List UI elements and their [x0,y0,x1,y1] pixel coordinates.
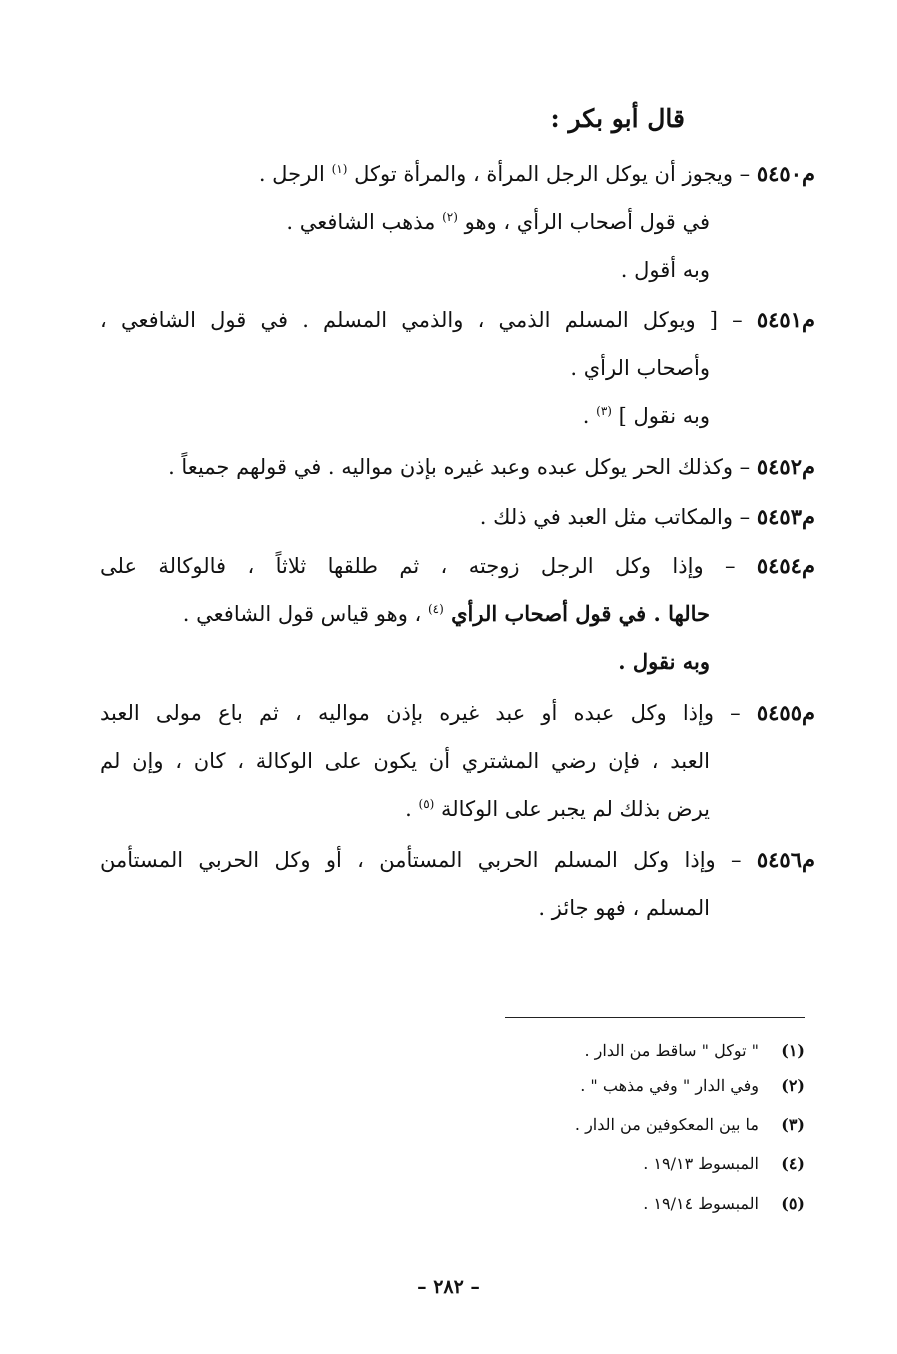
entry-line: م٥٤٥٤ – وإذا وكل الرجل زوجته ، ثم طلقها ثلاثاً ، فالوكالة على [100,553,815,578]
footnote [580,1071,805,1101]
entry-number: م٥٤٥٢ [756,454,815,479]
page-number: – ٢٨٢ – [417,1276,480,1298]
footnote-ref: (٢) [442,210,458,224]
footnote [643,1189,805,1219]
entry-line: م٥٤٥٣ – والمكاتب مثل العبد في ذلك . [479,504,815,529]
footnote-text: المبسوط ١٩/١٤ . [643,1194,759,1213]
entry-line: العبد ، فإن رضي المشتري أن يكون على الوكالة ، كان ، وإن لم [100,749,710,773]
entry-line: وبه أقول . [620,258,710,282]
entry-line: م٥٤٥٠ – ويجوز أن يوكل الرجل المرأة ، والمرأة توكل $^{(١)}$ الرجل . [258,161,815,186]
footnote-number: (٣) [781,1115,805,1134]
footnote-ref: (٣) [596,404,612,418]
entry-line: وبه نقول ] $^{(٣)}$ . [582,404,710,428]
footnote-number: (٥) [781,1194,805,1213]
entry-number: م٥٤٥٣ [756,504,815,529]
footnote-number: (٤) [781,1154,805,1173]
footnote-text: المبسوط ١٩/١٣ . [643,1154,759,1173]
footnote-number: (٢) [781,1076,805,1095]
entry-line: وأصحاب الرأي . [570,356,710,380]
footnote [584,1036,805,1066]
entry-number: م٥٤٥٥ [756,700,816,725]
entry-line: م٥٤٥٥ – وإذا وكل عبده أو عبد غيره بإذن مواليه ، ثم باع مولى العبد [100,700,816,725]
entry-line: م٥٤٥١ – [ ويوكل المسلم الذمي ، والذمي المسلم . في قول الشافعي ، [100,307,815,332]
footnote-text: وفي الدار " وفي مذهب " . [580,1076,759,1095]
footnote-number: (١) [781,1041,805,1060]
section-heading: قال أبو بكر : [550,104,685,133]
entry-line: م٥٤٥٢ – وكذلك الحر يوكل عبده وعبد غيره بإذن مواليه . في قولهم جميعاً . [168,454,815,479]
footnote [643,1149,805,1179]
footnote-ref: (١) [331,162,348,176]
footnote-text: ما بين المعكوفين من الدار . [574,1115,759,1134]
footnote-ref: (٤) [427,602,444,616]
entry-number: م٥٤٥٦ [756,847,815,872]
entry-line: حالها . في قول أصحاب الرأي $^{(٤)}$ ، وهو قياس قول الشافعي . [182,601,710,626]
footnote [575,1110,805,1140]
entry-number: م٥٤٥١ [756,307,815,332]
entry-line: يرض بذلك لم يجبر على الوكالة $^{(٥)}$ . [405,797,710,821]
footnote-text: " توكل " ساقط من الدار . [584,1041,759,1060]
footnote-ref: (٥) [418,797,435,811]
entry-line: المسلم ، فهو جائز . [538,896,710,920]
entry-line: في قول أصحاب الرأي ، وهو $^{(٢)}$ مذهب الشافعي . [286,210,710,234]
entry-line: م٥٤٥٦ – وإذا وكل المسلم الحربي المستأمن ، أو وكل الحربي المستأمن [100,847,815,872]
entry-number: م٥٤٥٠ [756,161,815,186]
footnote-divider [505,1017,805,1018]
entry-number: م٥٤٥٤ [756,553,815,578]
entry-line: وبه نقول . [618,649,710,674]
